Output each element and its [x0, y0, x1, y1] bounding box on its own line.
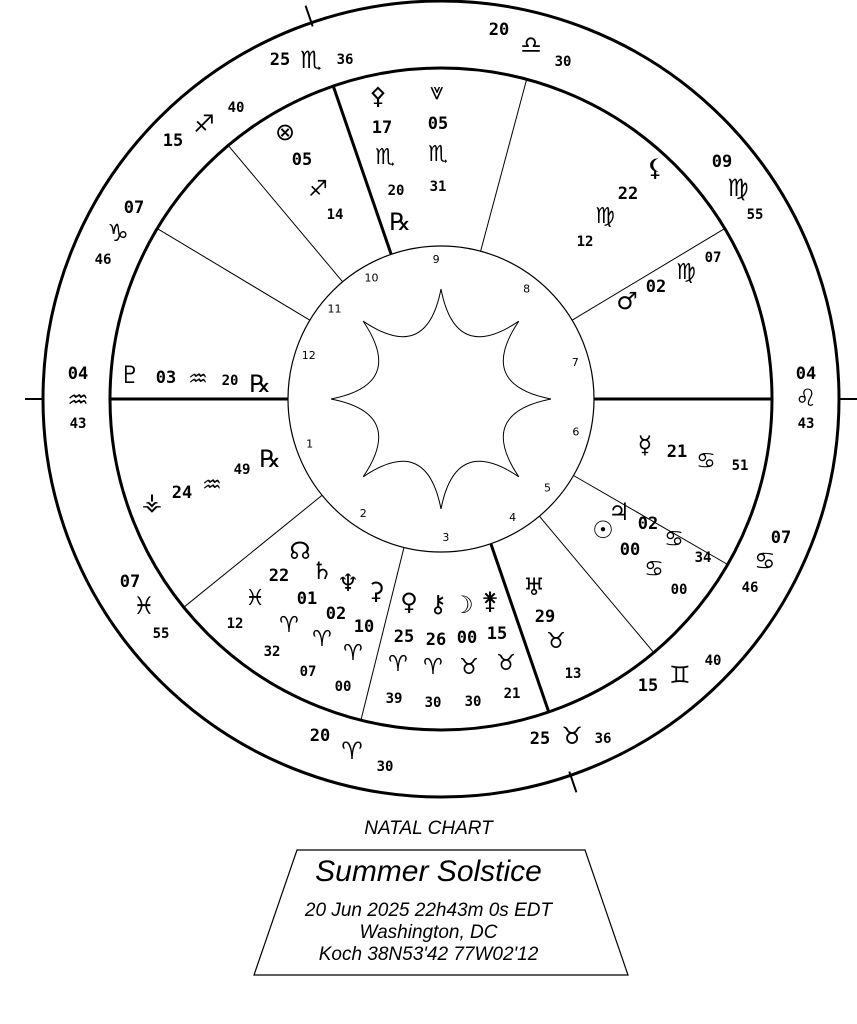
capricorn-icon: ♑ [107, 219, 129, 247]
house-number-11: 11 [327, 302, 342, 316]
cusp-minutes: 46 [94, 252, 112, 268]
cusp-degree: 25 [269, 50, 291, 70]
cusp-minutes: 46 [741, 580, 759, 596]
aspect-arc [441, 461, 519, 509]
vertex-minutes: 31 [429, 179, 447, 195]
jupiter-degree: 02 [637, 514, 659, 534]
cusp-degree: 04 [67, 364, 89, 384]
cusp-degree: 07 [119, 572, 141, 592]
cusp-minutes: 55 [152, 626, 170, 642]
cusp-minutes: 36 [336, 52, 354, 68]
aspect-arc [503, 321, 551, 399]
event-location: Washington, DC [359, 922, 498, 943]
ceres-icon: ⚳ [367, 577, 385, 605]
house-number-7: 7 [571, 356, 579, 370]
chart-caption [0, 818, 857, 846]
vertex-degree: 05 [427, 114, 449, 134]
ceres-degree: 10 [353, 617, 375, 637]
cusp-minutes: 30 [376, 759, 394, 775]
aries-icon: ♈ [279, 613, 299, 638]
leo-icon: ♌ [795, 384, 817, 412]
uranus-degree: 29 [534, 607, 556, 627]
house-number-8: 8 [523, 282, 531, 296]
pluto-minutes: 20 [221, 373, 239, 389]
uranus-minutes: 13 [564, 666, 582, 682]
aries-icon: ♈ [312, 627, 332, 652]
aquarius-icon: ♒ [188, 367, 208, 392]
name-plate-text [0, 852, 857, 966]
lilith-minutes: 12 [576, 234, 594, 250]
mars-minutes: 07 [704, 250, 722, 266]
saturn-minutes: 32 [263, 644, 281, 660]
saturn-icon: ♄ [311, 557, 333, 585]
sun-icon: ☉ [592, 516, 614, 544]
aries-icon: ♈ [423, 655, 443, 680]
cusp-degree: 04 [795, 364, 817, 384]
juno-minutes: 21 [503, 686, 521, 702]
cancer-icon: ♋ [644, 557, 664, 582]
event-house-system-coords: Koch 38N53'42 77W02'12 [318, 944, 539, 965]
cusp-degree: 25 [529, 729, 551, 749]
virgo-icon: ♍ [727, 174, 749, 202]
pallas-minutes: 20 [387, 183, 405, 199]
aquarius-icon: ♒ [67, 386, 89, 414]
cusp-minutes: 43 [797, 416, 815, 432]
cusp-minutes: 55 [746, 207, 764, 223]
taurus-icon: ♉ [496, 651, 516, 676]
cusp-minutes: 30 [554, 54, 572, 70]
vesta-degree: 24 [171, 483, 193, 503]
cancer-icon: ♋ [696, 449, 716, 474]
house-cusp-line-9 [481, 79, 527, 251]
part-of-fortune-icon: ⊗ [274, 118, 296, 146]
aspect-arc [363, 289, 441, 337]
inner-ring [288, 246, 594, 552]
cusp-degree: 15 [637, 676, 659, 696]
house-number-4: 4 [509, 511, 517, 525]
fortune-minutes: 14 [326, 207, 344, 223]
cusp-minutes: 40 [704, 653, 722, 669]
pisces-icon: ♓ [133, 592, 155, 620]
house-cusp-line-12 [157, 229, 310, 321]
pallas-icon: ⚴ [369, 82, 387, 110]
virgo-icon: ♍ [595, 204, 615, 229]
house-number-2: 2 [359, 507, 367, 521]
taurus-icon: ♉ [561, 722, 583, 750]
aspect-arc [331, 321, 379, 399]
jupiter-icon: ♃ [608, 498, 630, 526]
venus-minutes: 39 [385, 691, 403, 707]
lilith-icon: ⚸ [646, 154, 664, 182]
venus-degree: 25 [393, 627, 415, 647]
ceres-minutes: 00 [334, 679, 352, 695]
mercury-degree: 21 [666, 442, 688, 462]
cusp-degree: 20 [488, 20, 510, 40]
juno-icon: ⚵ [481, 587, 499, 615]
sun-degree: 00 [619, 540, 641, 560]
house-cusp-line-11 [228, 145, 342, 281]
cusp-degree: 07 [770, 528, 792, 548]
aspect-arc [331, 399, 379, 477]
house-number-6: 6 [572, 425, 580, 439]
retrograde-icon: ℞ [259, 445, 281, 473]
retrograde-icon: ℞ [389, 208, 411, 236]
house-cusp-line-10 [333, 86, 391, 254]
gemini-icon: ♊ [669, 661, 691, 689]
neptune-minutes: 07 [299, 664, 317, 680]
cancer-icon: ♋ [664, 527, 684, 552]
moon-minutes: 30 [464, 694, 482, 710]
venus-icon: ♀ [400, 588, 418, 616]
moon-degree: 00 [456, 628, 478, 648]
pallas-degree: 17 [371, 118, 393, 138]
scorpio-icon: ♏ [428, 142, 448, 167]
mercury-icon: ☿ [637, 431, 653, 459]
chart-kind-label: NATAL CHART [364, 818, 493, 839]
house-number-1: 1 [306, 437, 314, 451]
vesta-minutes: 49 [233, 462, 251, 478]
chiron-minutes: 30 [424, 695, 442, 711]
saturn-degree: 01 [296, 589, 318, 609]
node-degree: 22 [268, 566, 290, 586]
neptune-degree: 02 [325, 604, 347, 624]
house-number-10: 10 [364, 271, 379, 285]
cusp-degree: 20 [309, 726, 331, 746]
aries-icon: ♈ [388, 652, 408, 677]
taurus-icon: ♉ [459, 655, 479, 680]
cusp-minutes: 43 [69, 416, 87, 432]
juno-degree: 15 [486, 624, 508, 644]
retrograde-icon: ℞ [249, 370, 271, 398]
sagittarius-icon: ♐ [193, 110, 215, 138]
vesta-icon: ⚶ [141, 488, 163, 516]
aries-icon: ♈ [341, 737, 363, 765]
aries-icon: ♈ [343, 641, 363, 666]
aquarius-icon: ♒ [202, 473, 222, 498]
pluto-icon: ♇ [119, 361, 141, 389]
cusp-degree: 09 [711, 152, 733, 172]
aspect-arc [441, 289, 519, 337]
cusp-degree: 15 [162, 131, 184, 151]
chiron-degree: 26 [425, 630, 447, 650]
north-node-icon: ☊ [289, 537, 311, 565]
libra-icon: ♎ [520, 31, 542, 59]
pluto-degree: 03 [155, 368, 177, 388]
mars-icon: ♂ [616, 287, 638, 315]
sagittarius-icon: ♐ [308, 177, 328, 202]
cusp-minutes: 36 [594, 731, 612, 747]
jupiter-minutes: 34 [694, 550, 712, 566]
house-number-12: 12 [301, 349, 316, 363]
node-minutes: 12 [226, 616, 244, 632]
house-number-5: 5 [543, 481, 551, 495]
chiron-icon: ⚷ [429, 590, 447, 618]
moon-icon: ☽ [452, 591, 474, 619]
aspect-arc [503, 399, 551, 477]
mercury-minutes: 51 [731, 458, 749, 474]
event-datetime: 20 Jun 2025 22h43m 0s EDT [304, 900, 553, 921]
event-title: Summer Solstice [315, 855, 542, 888]
mars-degree: 02 [645, 277, 667, 297]
pisces-icon: ♓ [245, 586, 265, 611]
virgo-icon: ♍ [676, 260, 696, 285]
house-number-3: 3 [442, 530, 450, 544]
scorpio-icon: ♏ [375, 145, 395, 170]
cancer-icon: ♋ [754, 547, 776, 575]
fortune-degree: 05 [291, 150, 313, 170]
vertex-icon: ⩔ [430, 77, 444, 105]
sun-minutes: 00 [670, 582, 688, 598]
aspect-star-pattern [331, 289, 551, 509]
neptune-icon: ♆ [337, 569, 359, 597]
aspect-arc [363, 461, 441, 509]
taurus-icon: ♉ [546, 629, 566, 654]
scorpio-icon: ♏ [300, 46, 322, 74]
house-cusp-line-8 [572, 229, 725, 321]
cusp-minutes: 40 [227, 100, 245, 116]
house-number-9: 9 [432, 253, 440, 267]
lilith-degree: 22 [617, 184, 639, 204]
cusp-degree: 07 [123, 198, 145, 218]
uranus-icon: ♅ [523, 573, 545, 601]
